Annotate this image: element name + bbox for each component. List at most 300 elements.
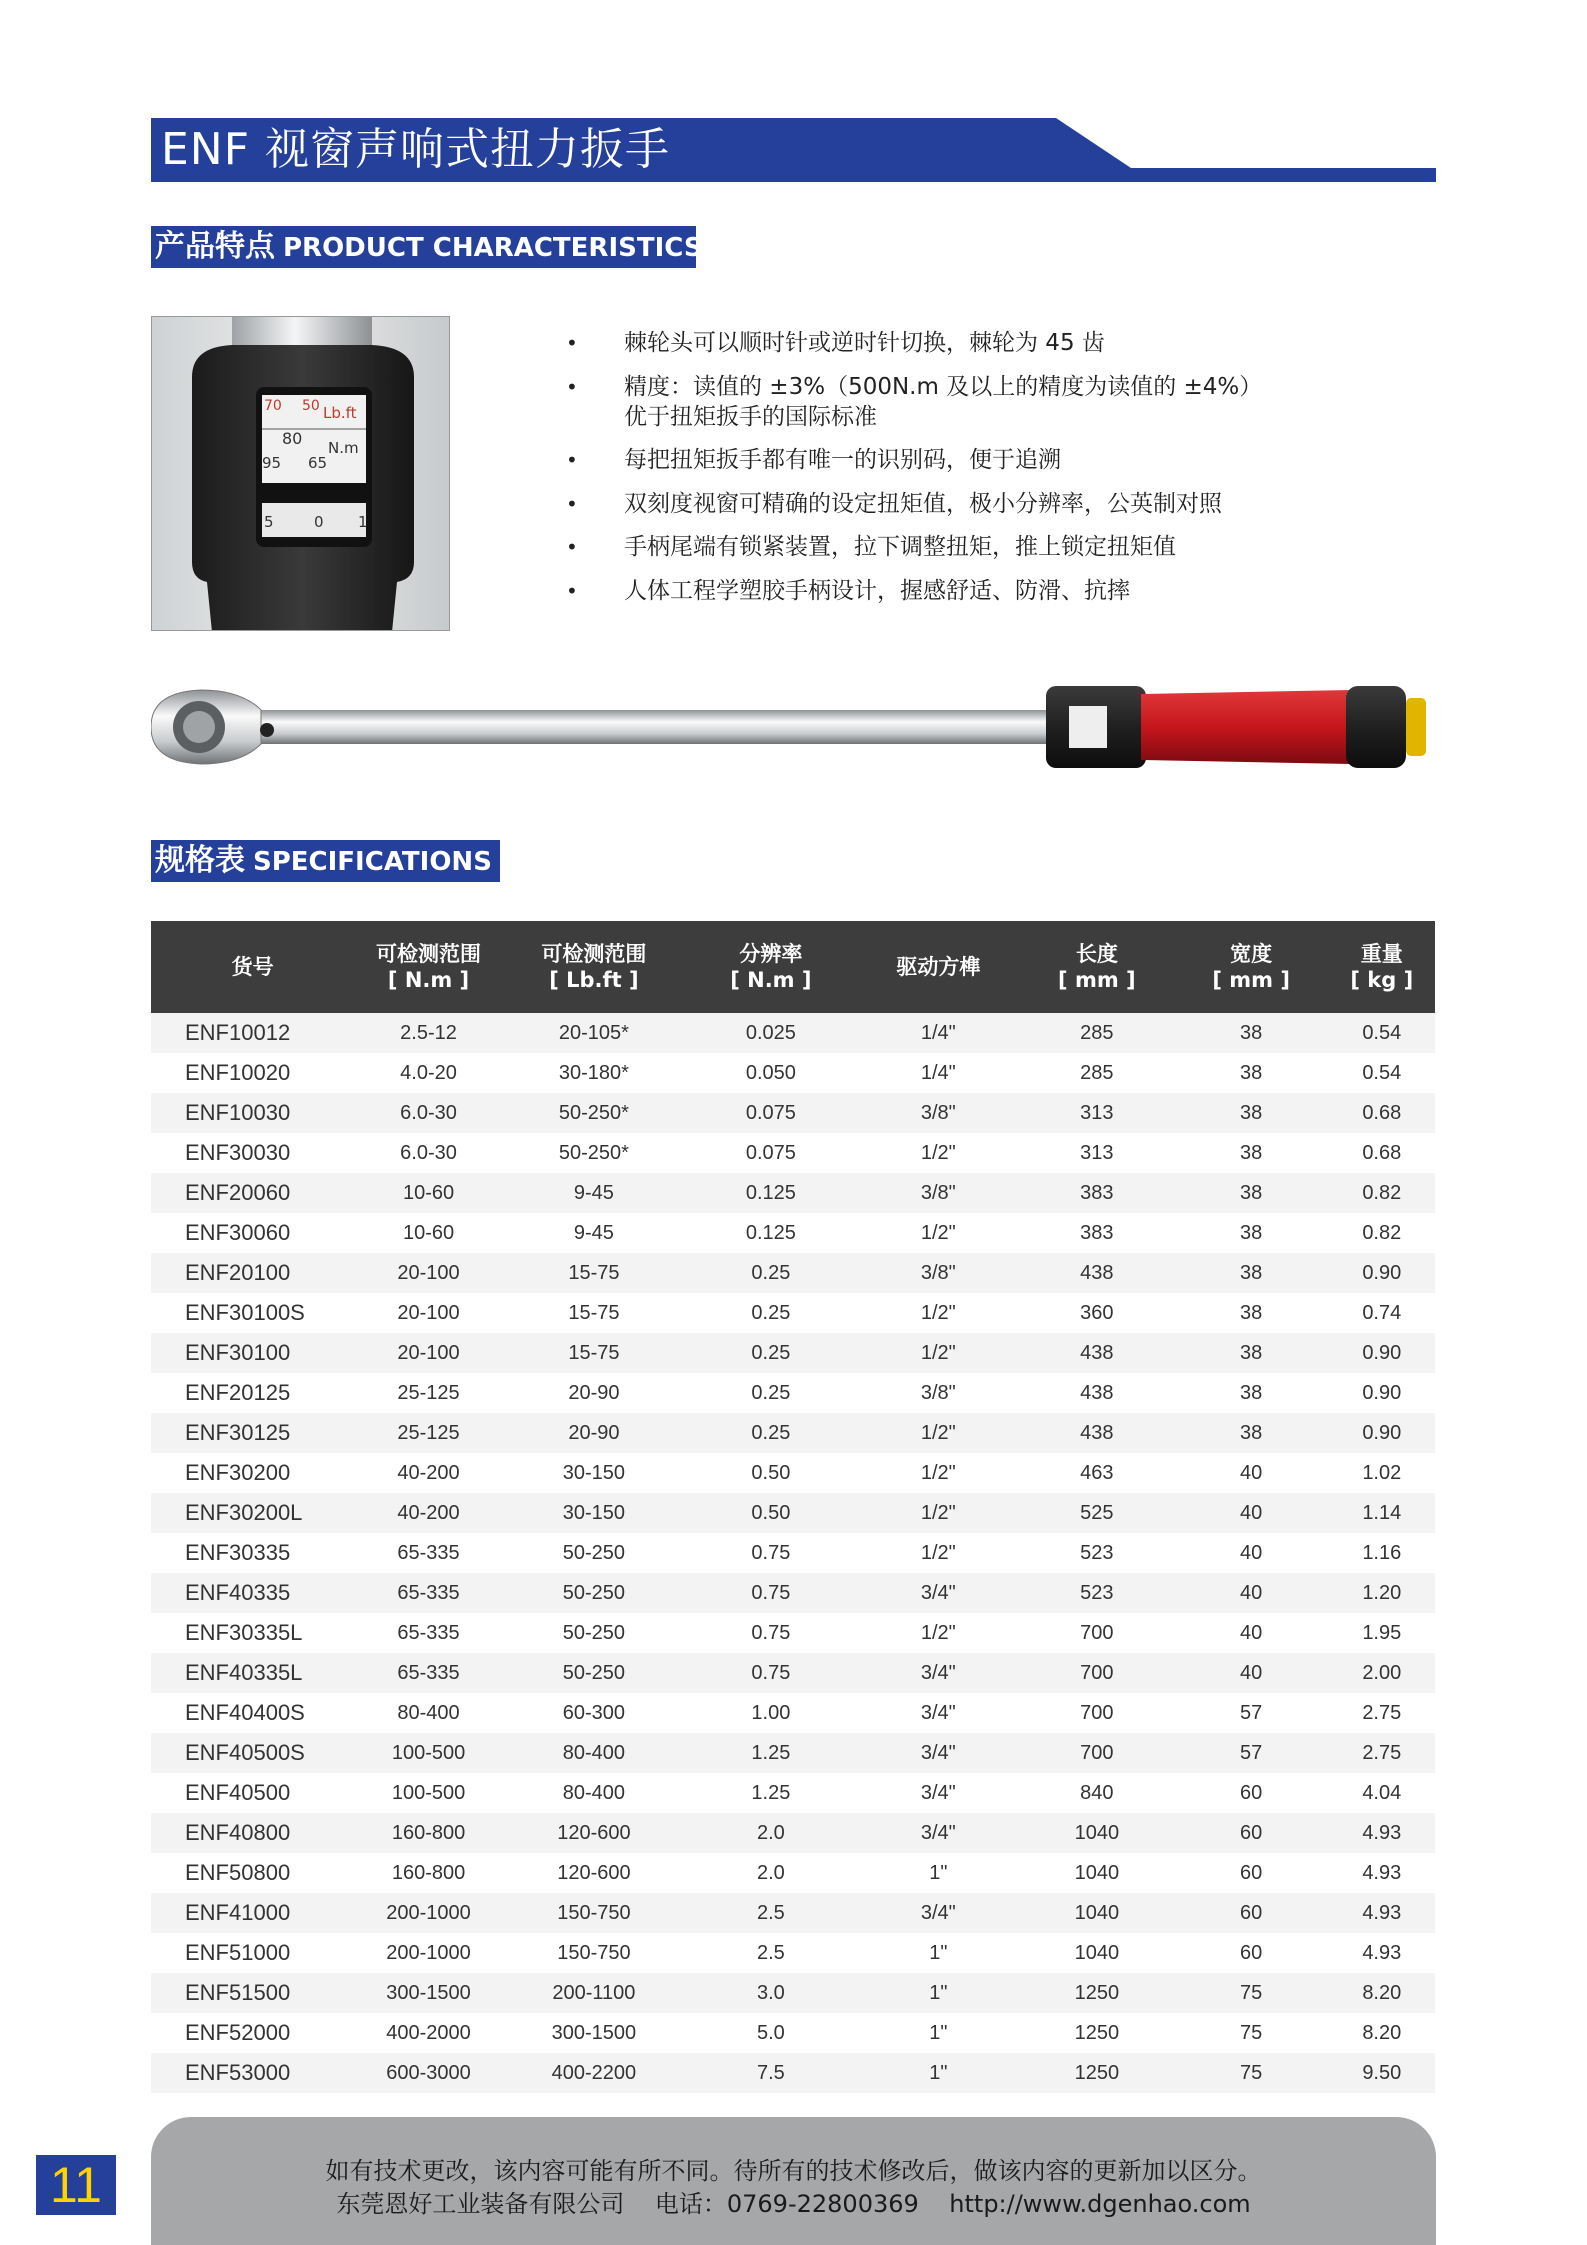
cell-weight: 0.74 [1329,1293,1435,1333]
cell-range-lbft: 50-250* [503,1133,685,1173]
cell-model: ENF30200 [151,1453,354,1493]
cell-width: 75 [1174,2053,1329,2093]
cell-model: ENF30060 [151,1213,354,1253]
cell-weight: 0.68 [1329,1133,1435,1173]
cell-drive: 3/4" [857,1773,1020,1813]
cell-length: 700 [1020,1613,1174,1653]
table-row [151,1173,1435,1213]
cell-width: 38 [1174,1293,1329,1333]
cell-weight: 0.82 [1329,1173,1435,1213]
cell-model: ENF30100 [151,1333,354,1373]
cell-model: ENF20100 [151,1253,354,1293]
column-header [1329,921,1435,1013]
table-row [151,1533,1435,1573]
cell-length: 1040 [1020,1933,1174,1973]
bullet-icon: • [566,535,578,559]
page-number: 11 [36,2155,116,2215]
feature-list [560,328,1440,619]
cell-length: 285 [1020,1013,1174,1053]
specs-title-cn: 规格表 [155,843,245,878]
cell-drive: 1/2" [857,1333,1020,1373]
cell-resolution: 0.75 [685,1573,857,1613]
cell-width: 40 [1174,1573,1329,1613]
table-row [151,1293,1435,1333]
cell-resolution: 0.75 [685,1653,857,1693]
cell-weight: 4.93 [1329,1853,1435,1893]
cell-drive: 1/2" [857,1213,1020,1253]
cell-resolution: 0.75 [685,1613,857,1653]
cell-length: 1250 [1020,1973,1174,2013]
cell-model: ENF51500 [151,1973,354,2013]
cell-weight: 0.68 [1329,1093,1435,1133]
cell-drive: 3/8" [857,1173,1020,1213]
cell-drive: 3/4" [857,1893,1020,1933]
page-title: ENF 视窗声响式扭力扳手 [161,124,671,175]
cell-length: 360 [1020,1293,1174,1333]
cell-range-lbft: 20-90 [503,1413,685,1453]
cell-model: ENF52000 [151,2013,354,2053]
cell-range-nm: 200-1000 [354,1933,503,1973]
cell-drive: 3/4" [857,1813,1020,1853]
cell-range-lbft: 120-600 [503,1813,685,1853]
dial-micro-0: 0 [314,513,324,531]
section-header-features [151,226,703,268]
cell-range-nm: 10-60 [354,1173,503,1213]
cell-drive: 1/4" [857,1013,1020,1053]
bullet-icon: • [566,331,578,355]
cell-length: 1250 [1020,2053,1174,2093]
cell-weight: 1.14 [1329,1493,1435,1533]
cell-resolution: 0.75 [685,1533,857,1573]
cell-drive: 3/4" [857,1693,1020,1733]
column-header-label: 驱动方榫 [896,955,981,979]
cell-range-nm: 160-800 [354,1813,503,1853]
column-header-label: 分辨率 [739,942,803,966]
table-row [151,1933,1435,1973]
cell-drive: 1/2" [857,1493,1020,1533]
cell-length: 1040 [1020,1893,1174,1933]
cell-width: 38 [1174,1413,1329,1453]
cell-weight: 2.75 [1329,1733,1435,1773]
cell-range-nm: 20-100 [354,1293,503,1333]
spec-table [151,921,1435,2093]
cell-drive: 1/2" [857,1293,1020,1333]
column-header-unit: [ Lb.ft ] [549,968,639,992]
cell-range-nm: 600-3000 [354,2053,503,2093]
section-header-specs [151,840,500,882]
feature-text: 手柄尾端有锁紧装置，拉下调整扭矩，推上锁定扭矩值 [624,534,1176,560]
column-header [685,921,857,1013]
cell-range-lbft: 30-150 [503,1453,685,1493]
column-header [354,921,503,1013]
column-header [151,921,354,1013]
cell-weight: 0.90 [1329,1333,1435,1373]
cell-range-nm: 40-200 [354,1453,503,1493]
cell-resolution: 0.25 [685,1333,857,1373]
cell-length: 700 [1020,1733,1174,1773]
cell-range-nm: 65-335 [354,1573,503,1613]
cell-weight: 4.93 [1329,1933,1435,1973]
cell-range-lbft: 50-250 [503,1573,685,1613]
cell-resolution: 0.25 [685,1413,857,1453]
cell-range-lbft: 80-400 [503,1733,685,1773]
cell-resolution: 1.25 [685,1773,857,1813]
table-row [151,1733,1435,1773]
cell-model: ENF30335 [151,1533,354,1573]
cell-range-lbft: 150-750 [503,1933,685,1973]
cell-width: 38 [1174,1093,1329,1133]
cell-range-nm: 6.0-30 [354,1133,503,1173]
cell-model: ENF40800 [151,1813,354,1853]
cell-model: ENF30335L [151,1613,354,1653]
table-row [151,1453,1435,1493]
column-header-label: 宽度 [1230,942,1273,966]
cell-drive: 3/8" [857,1373,1020,1413]
cell-length: 1040 [1020,1853,1174,1893]
cell-weight: 2.00 [1329,1653,1435,1693]
cell-resolution: 7.5 [685,2053,857,2093]
cell-range-nm: 25-125 [354,1373,503,1413]
cell-length: 525 [1020,1493,1174,1533]
footer-bar [151,2117,1436,2245]
footer-contact: 东莞恩好工业装备有限公司 电话：0769-22800369 http://www.dgenhao.com [336,2190,1251,2218]
cell-drive: 3/8" [857,1093,1020,1133]
cell-length: 840 [1020,1773,1174,1813]
dial-illustration [152,317,450,631]
cell-range-nm: 2.5-12 [354,1013,503,1053]
dial-micro-1: 1 [358,513,368,531]
cell-range-lbft: 60-300 [503,1693,685,1733]
cell-length: 383 [1020,1213,1174,1253]
footer-notice: 如有技术更改，该内容可能有所不同。待所有的技术修改后，做该内容的更新加以区分。 [325,2157,1262,2185]
column-header [1020,921,1174,1013]
table-row [151,1373,1435,1413]
cell-weight: 2.75 [1329,1693,1435,1733]
cell-model: ENF20125 [151,1373,354,1413]
table-row [151,1333,1435,1373]
column-header-unit: [ mm ] [1212,968,1290,992]
cell-weight: 4.93 [1329,1813,1435,1853]
cell-range-nm: 65-335 [354,1653,503,1693]
cell-range-nm: 65-335 [354,1533,503,1573]
cell-length: 700 [1020,1693,1174,1733]
cell-resolution: 0.25 [685,1293,857,1333]
cell-weight: 0.82 [1329,1213,1435,1253]
cell-range-nm: 20-100 [354,1253,503,1293]
table-row [151,1213,1435,1253]
cell-range-lbft: 20-90 [503,1373,685,1413]
cell-model: ENF30030 [151,1133,354,1173]
cell-weight: 0.90 [1329,1253,1435,1293]
dial-scale-65: 65 [308,454,328,472]
feature-item [560,532,1440,562]
cell-model: ENF41000 [151,1893,354,1933]
cell-drive: 1" [857,1853,1020,1893]
cell-weight: 0.90 [1329,1413,1435,1453]
cell-range-nm: 4.0-20 [354,1053,503,1093]
cell-range-lbft: 200-1100 [503,1973,685,2013]
table-row [151,1493,1435,1533]
feature-item [560,576,1440,606]
cell-width: 75 [1174,1973,1329,2013]
cell-width: 40 [1174,1533,1329,1573]
cell-range-lbft: 50-250* [503,1093,685,1133]
cell-length: 523 [1020,1573,1174,1613]
wrench-photo [151,672,1436,782]
cell-length: 285 [1020,1053,1174,1093]
column-header-label: 重量 [1360,942,1403,966]
bullet-icon: • [566,374,578,399]
cell-resolution: 0.50 [685,1493,857,1533]
cell-range-nm: 25-125 [354,1413,503,1453]
dial-scale-70: 70 [264,398,282,414]
bullet-icon: • [566,578,578,603]
cell-width: 57 [1174,1693,1329,1733]
cell-model: ENF53000 [151,2053,354,2093]
cell-drive: 1/2" [857,1533,1020,1573]
cell-range-nm: 160-800 [354,1853,503,1893]
cell-length: 313 [1020,1133,1174,1173]
cell-range-lbft: 50-250 [503,1653,685,1693]
feature-text: 人体工程学塑胶手柄设计，握感舒适、防滑、抗摔 [624,577,1130,604]
dial-unit-nm: N.m [328,439,359,457]
dial-scale-95: 95 [262,454,282,472]
table-row [151,1573,1435,1613]
cell-range-lbft: 150-750 [503,1893,685,1933]
cell-resolution: 0.50 [685,1453,857,1493]
column-header [503,921,685,1013]
cell-drive: 3/8" [857,1253,1020,1293]
dial-unit-lbft: Lb.ft [323,404,357,422]
cell-range-lbft: 50-250 [503,1533,685,1573]
cell-length: 1040 [1020,1813,1174,1853]
cell-resolution: 2.5 [685,1933,857,1973]
column-header-unit: [ kg ] [1350,968,1414,992]
bullet-icon: • [566,491,578,516]
cell-width: 38 [1174,1133,1329,1173]
cell-resolution: 5.0 [685,2013,857,2053]
dial-micro-5: 5 [264,513,274,531]
features-title-en: PRODUCT CHARACTERISTICS [283,233,703,263]
cell-range-lbft: 15-75 [503,1253,685,1293]
cell-model: ENF30200L [151,1493,354,1533]
feature-text: 棘轮头可以顺时针或逆时针切换，棘轮为 45 齿 [624,330,1105,356]
cell-range-nm: 80-400 [354,1693,503,1733]
cell-drive: 1/4" [857,1053,1020,1093]
cell-width: 60 [1174,1893,1329,1933]
feature-item [560,445,1440,475]
cell-drive: 1/2" [857,1613,1020,1653]
bullet-icon: • [566,448,578,472]
spec-table-body [151,1013,1435,2093]
cell-model: ENF30125 [151,1413,354,1453]
cell-weight: 1.20 [1329,1573,1435,1613]
cell-model: ENF10030 [151,1093,354,1133]
column-header-label: 货号 [231,955,274,979]
cell-length: 438 [1020,1373,1174,1413]
cell-model: ENF30100S [151,1293,354,1333]
cell-resolution: 0.125 [685,1213,857,1253]
cell-drive: 1/2" [857,1413,1020,1453]
table-row [151,1413,1435,1453]
cell-width: 40 [1174,1493,1329,1533]
cell-drive: 3/4" [857,1573,1020,1613]
table-row [151,1653,1435,1693]
features-title-cn: 产品特点 [155,229,275,264]
cell-range-lbft: 9-45 [503,1173,685,1213]
table-row [151,1973,1435,2013]
feature-text: 精度：读值的 ±3%（500N.m 及以上的精度为读值的 ±4%） [624,373,1263,400]
cell-width: 60 [1174,1813,1329,1853]
cell-resolution: 0.125 [685,1173,857,1213]
cell-model: ENF40335L [151,1653,354,1693]
cell-resolution: 0.025 [685,1013,857,1053]
cell-weight: 1.95 [1329,1613,1435,1653]
cell-drive: 3/4" [857,1653,1020,1693]
cell-drive: 1/2" [857,1133,1020,1173]
column-header-label: 可检测范围 [541,942,647,966]
cell-weight: 0.90 [1329,1373,1435,1413]
cell-range-nm: 6.0-30 [354,1093,503,1133]
cell-weight: 4.04 [1329,1773,1435,1813]
cell-width: 40 [1174,1453,1329,1493]
cell-model: ENF50800 [151,1853,354,1893]
wrench-illustration [151,672,1436,782]
cell-range-nm: 10-60 [354,1213,503,1253]
cell-range-nm: 100-500 [354,1733,503,1773]
cell-range-nm: 40-200 [354,1493,503,1533]
column-header-label: 可检测范围 [376,942,482,966]
cell-drive: 3/4" [857,1733,1020,1773]
cell-width: 38 [1174,1053,1329,1093]
cell-resolution: 2.5 [685,1893,857,1933]
cell-range-lbft: 30-180* [503,1053,685,1093]
title-banner [151,118,1436,182]
cell-length: 438 [1020,1413,1174,1453]
table-row [151,2053,1435,2093]
cell-width: 38 [1174,1333,1329,1373]
cell-width: 40 [1174,1613,1329,1653]
feature-item [560,372,1440,432]
cell-length: 438 [1020,1333,1174,1373]
cell-length: 463 [1020,1453,1174,1493]
table-row [151,1693,1435,1733]
cell-drive: 1" [857,2013,1020,2053]
table-row [151,1093,1435,1133]
cell-drive: 1" [857,2053,1020,2093]
column-header-label: 长度 [1075,942,1118,966]
cell-weight: 1.02 [1329,1453,1435,1493]
cell-range-nm: 400-2000 [354,2013,503,2053]
cell-range-lbft: 30-150 [503,1493,685,1533]
cell-range-nm: 100-500 [354,1773,503,1813]
cell-resolution: 0.25 [685,1373,857,1413]
table-row [151,1773,1435,1813]
cell-model: ENF40500 [151,1773,354,1813]
column-header [857,921,1020,1013]
cell-width: 75 [1174,2013,1329,2053]
dial-scale-50: 50 [302,398,320,414]
cell-length: 523 [1020,1533,1174,1573]
feature-text: 双刻度视窗可精确的设定扭矩值，极小分辨率，公英制对照 [624,490,1222,517]
table-row [151,1893,1435,1933]
cell-length: 383 [1020,1173,1174,1213]
cell-width: 38 [1174,1373,1329,1413]
spec-table-header [151,921,1435,1013]
feature-text-line2: 优于扭矩扳手的国际标准 [624,403,877,430]
cell-model: ENF40335 [151,1573,354,1613]
table-row [151,1813,1435,1853]
cell-range-nm: 20-100 [354,1333,503,1373]
cell-model: ENF40500S [151,1733,354,1773]
cell-range-lbft: 80-400 [503,1773,685,1813]
cell-resolution: 0.075 [685,1093,857,1133]
cell-resolution: 2.0 [685,1813,857,1853]
cell-resolution: 0.075 [685,1133,857,1173]
cell-range-lbft: 15-75 [503,1333,685,1373]
cell-drive: 1" [857,1933,1020,1973]
cell-range-lbft: 300-1500 [503,2013,685,2053]
cell-weight: 9.50 [1329,2053,1435,2093]
cell-length: 313 [1020,1093,1174,1133]
table-row [151,1253,1435,1293]
table-row [151,1053,1435,1093]
cell-range-lbft: 50-250 [503,1613,685,1653]
cell-weight: 8.20 [1329,1973,1435,2013]
cell-range-lbft: 400-2200 [503,2053,685,2093]
cell-width: 60 [1174,1773,1329,1813]
cell-width: 38 [1174,1013,1329,1053]
cell-weight: 0.54 [1329,1013,1435,1053]
cell-weight: 1.16 [1329,1533,1435,1573]
cell-width: 38 [1174,1173,1329,1213]
cell-model: ENF20060 [151,1173,354,1213]
cell-range-lbft: 15-75 [503,1293,685,1333]
table-row [151,1013,1435,1053]
table-row [151,1613,1435,1653]
cell-resolution: 3.0 [685,1973,857,2013]
feature-text: 每把扭矩扳手都有唯一的识别码，便于追溯 [624,447,1061,473]
cell-drive: 1/2" [857,1453,1020,1493]
table-row [151,1853,1435,1893]
cell-width: 40 [1174,1653,1329,1693]
cell-width: 60 [1174,1933,1329,1973]
cell-length: 438 [1020,1253,1174,1293]
dial-closeup-photo [151,316,450,631]
cell-resolution: 0.050 [685,1053,857,1093]
cell-range-nm: 200-1000 [354,1893,503,1933]
cell-weight: 0.54 [1329,1053,1435,1093]
cell-resolution: 1.25 [685,1733,857,1773]
cell-range-nm: 300-1500 [354,1973,503,2013]
cell-model: ENF10012 [151,1013,354,1053]
column-header-unit: [ N.m ] [387,968,470,992]
cell-range-nm: 65-335 [354,1613,503,1653]
table-row [151,2013,1435,2053]
cell-range-lbft: 9-45 [503,1213,685,1253]
column-header-unit: [ N.m ] [730,968,812,992]
cell-range-lbft: 20-105* [503,1013,685,1053]
cell-weight: 4.93 [1329,1893,1435,1933]
cell-resolution: 2.0 [685,1853,857,1893]
cell-resolution: 1.00 [685,1693,857,1733]
cell-width: 60 [1174,1853,1329,1893]
cell-resolution: 0.25 [685,1253,857,1293]
column-header-unit: [ mm ] [1058,968,1136,992]
cell-weight: 8.20 [1329,2013,1435,2053]
table-row [151,1133,1435,1173]
cell-drive: 1" [857,1973,1020,2013]
